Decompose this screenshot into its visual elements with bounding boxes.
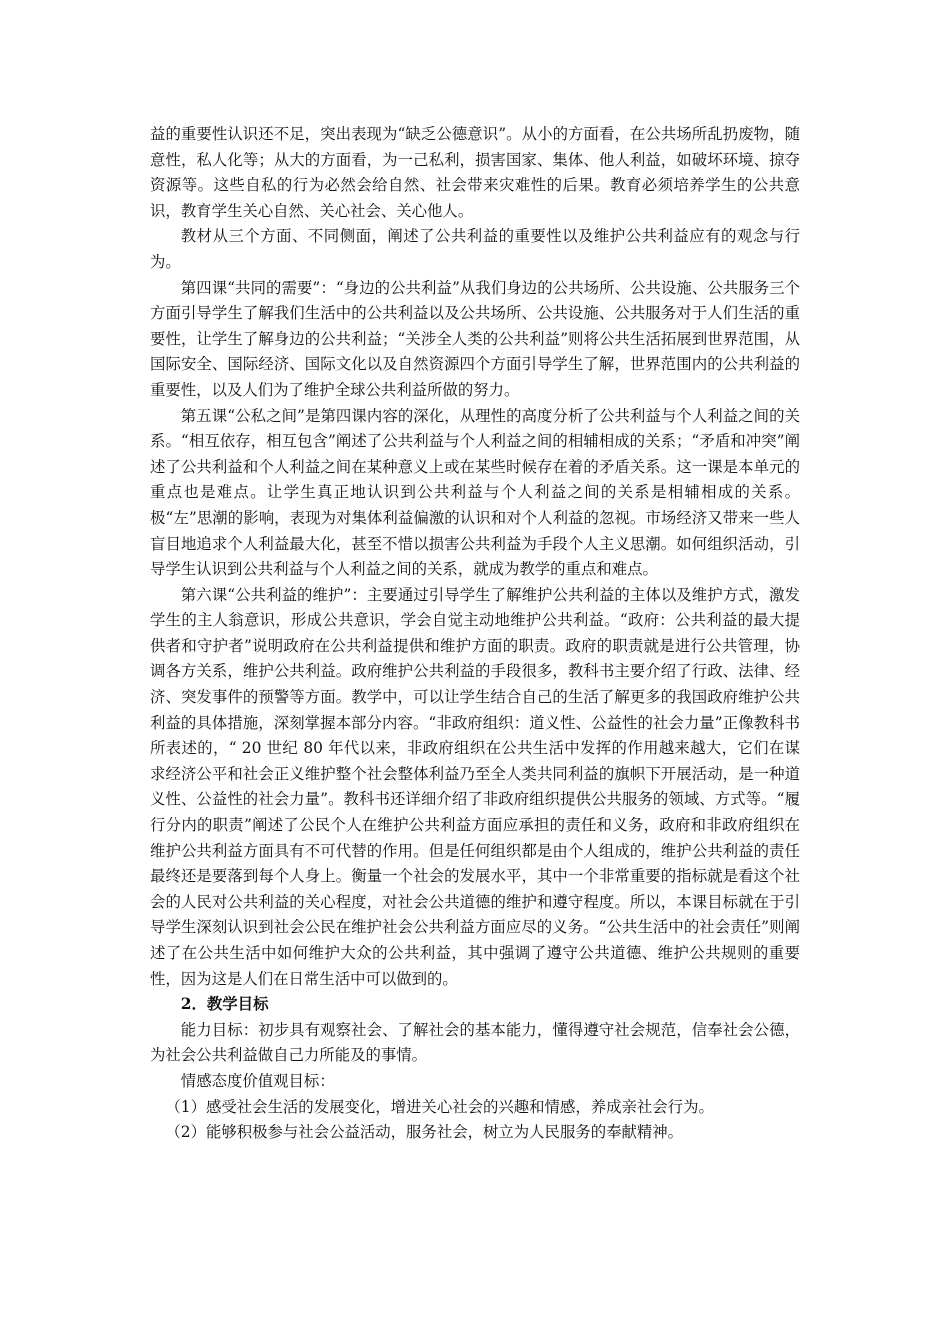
list-item-emotion-goal-1: （1）感受社会生活的发展变化，增进关心社会的兴趣和情感，养成亲社会行为。	[165, 1097, 714, 1116]
paragraph-lesson-four: 第四课“共同的需要”：“身边的公共利益”从我们身边的公共场所、公共设施、公共服务三个方面引导学生了解我们生活中的公共利益以及公共场所、公共设施、公共服务对于人们生活的重要性，让学生了解身边的公共利益；“关涉全人类的公共利益”则将公共生活拓展到世界范围，从国际安全、国际经济、国际文化以及自然资源四个方面引导学生了解，世界范围内的公共利益的重要性，以及人们为了维护全球公共利益所做的努力。	[150, 278, 800, 399]
paragraph-emotion-goal-title: 情感态度价值观目标：	[180, 1071, 335, 1090]
paragraph-textbook-overview: 教材从三个方面、不同侧面，阐述了公共利益的重要性以及维护公共利益应有的观念与行为。	[150, 227, 800, 271]
paragraph-lesson-six: 第六课“公共利益的维护”：主要通过引导学生了解维护公共利益的主体以及维护方式，激发学生的主人翁意识，形成公共意识，学会自觉主动地维护公共利益。“政府：公共利益的最大提供者和守护者”说明政府在公共利益提供和维护方面的职责。政府的职责就是进行公共管理，协调各方关系，维护公共利益。政府维护公共利益的手段很多，教科书主要介绍了行政、法律、经济、突发事件的预警等方面。教学中，可以让学生结合自己的生活了解更多的我国政府维护公共利益的具体措施，深刻掌握本部分内容。“非政府组织：道义性、公益性的社会力量”正像教科书所表述的，“ 20 世纪 80 年代以来，非政府组织在公共生活中发挥的作用越来越大，它们在谋求经济公平和社会正义维护整个社会整体利益乃至全人类共同利益的旗帜下开展活动，是一种道义性、公益性的社会力量”。教科书还详细介绍了非政府组织提供公共服务的领域、方式等。“履行分内的职责”阐述了公民个人在维护公共利益方面应承担的责任和义务，政府和非政府组织在维护公共利益方面具有不可代替的作用。但是任何组织都是由个人组成的，维护公共利益的责任最终还是要落到每个人身上。衡量一个社会的发展水平，其中一个非常重要的指标就是看这个社会的人民对公共利益的关心程度，对社会公共道德的维护和遵守程度。所以，本课目标就在于引导学生深刻认识到社会公民在维护社会公共利益方面应尽的义务。“公共生活中的社会责任”则阐述了在公共生活中如何维护大众的公共利益，其中强调了遵守公共道德、维护公共规则的重要性，因为这是人们在日常生活中可以做到的。	[150, 585, 800, 988]
document-body	[150, 122, 800, 1146]
paragraph-ability-goal: 能力目标：初步具有观察社会、了解社会的基本能力，懂得遵守社会规范，信奉社会公德，为社会公共利益做自己力所能及的事情。	[150, 1020, 800, 1065]
paragraph-public-awareness: 益的重要性认识还不足，突出表现为“缺乏公德意识”。从小的方面看，在公共场所乱扔废物，随意性，私人化等；从大的方面看，为一己私利，损害国家、集体、他人利益，如破坏环境、掠夺资源等。这些自私的行为必然会给自然、社会带来灾难性的后果。教育必须培养学生的公共意识，教育学生关心自然、关心社会、关心他人。	[150, 125, 800, 220]
section-heading-teaching-goals: 2．教学目标	[180, 995, 269, 1014]
list-item-emotion-goal-2: （2）能够积极参与社会公益活动，服务社会，树立为人民服务的奉献精神。	[165, 1123, 684, 1142]
paragraph-lesson-five: 第五课“公私之间”是第四课内容的深化，从理性的高度分析了公共利益与个人利益之间的关系。“相互依存，相互包含”阐述了公共利益与个人利益之间的相辅相成的关系；“矛盾和冲突”阐述了公共利益和个人利益之间在某种意义上或在某些时候存在着的矛盾关系。这一课是本单元的重点也是难点。让学生真正地认识到公共利益与个人利益之间的关系是相辅相成的关系。极“左”思潮的影响，表现为对集体利益偏激的认识和对个人利益的忽视。市场经济又带来一些人盲目地追求个人利益最大化，甚至不惜以损害公共利益为手段个人主义思潮。如何组织活动，引导学生认识到公共利益与个人利益之间的关系，就成为教学的重点和难点。	[150, 406, 800, 579]
